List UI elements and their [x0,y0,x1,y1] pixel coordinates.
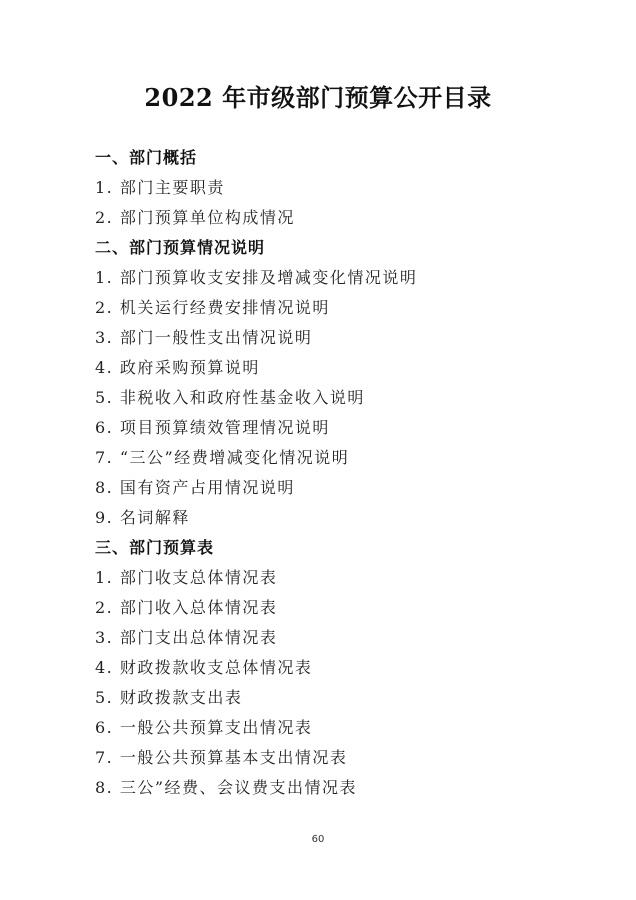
toc-item: 6. 项目预算绩效管理情况说明 [95,418,330,437]
page-number: 60 [311,834,325,845]
toc-section-heading-1: 一、部门概括 [95,148,198,167]
toc-item: 3. 部门支出总体情况表 [95,628,278,647]
toc-section-heading-3: 三、部门预算表 [95,538,215,557]
toc-item: 1. 部门主要职责 [95,178,225,197]
toc-item: 3. 部门一般性支出情况说明 [95,328,313,347]
toc-item: 1. 部门预算收支安排及增减变化情况说明 [95,268,418,287]
toc-item: 4. 财政拨款收支总体情况表 [95,658,313,677]
toc-item: 7. “三公”经费增减变化情况说明 [95,448,350,467]
toc-item: 2. 机关运行经费安排情况说明 [95,298,330,317]
toc-item: 9. 名词解释 [95,508,190,527]
toc-item: 7. 一般公共预算基本支出情况表 [95,748,348,767]
toc-item: 6. 一般公共预算支出情况表 [95,718,313,737]
toc-item: 2. 部门收入总体情况表 [95,598,278,617]
table-of-contents [95,143,555,803]
toc-section-heading-2: 二、部门预算情况说明 [95,238,266,257]
toc-item: 5. 非税收入和政府性基金收入说明 [95,388,365,407]
toc-item: 4. 政府采购预算说明 [95,358,260,377]
toc-item: 5. 财政拨款支出表 [95,688,243,707]
toc-item: 1. 部门收支总体情况表 [95,568,278,587]
toc-item: 8. 国有资产占用情况说明 [95,478,295,497]
document-title: 2022 年市级部门预算公开目录 [144,83,492,112]
toc-item: 8. 三公”经费、会议费支出情况表 [95,778,358,797]
toc-item: 2. 部门预算单位构成情况 [95,208,295,227]
